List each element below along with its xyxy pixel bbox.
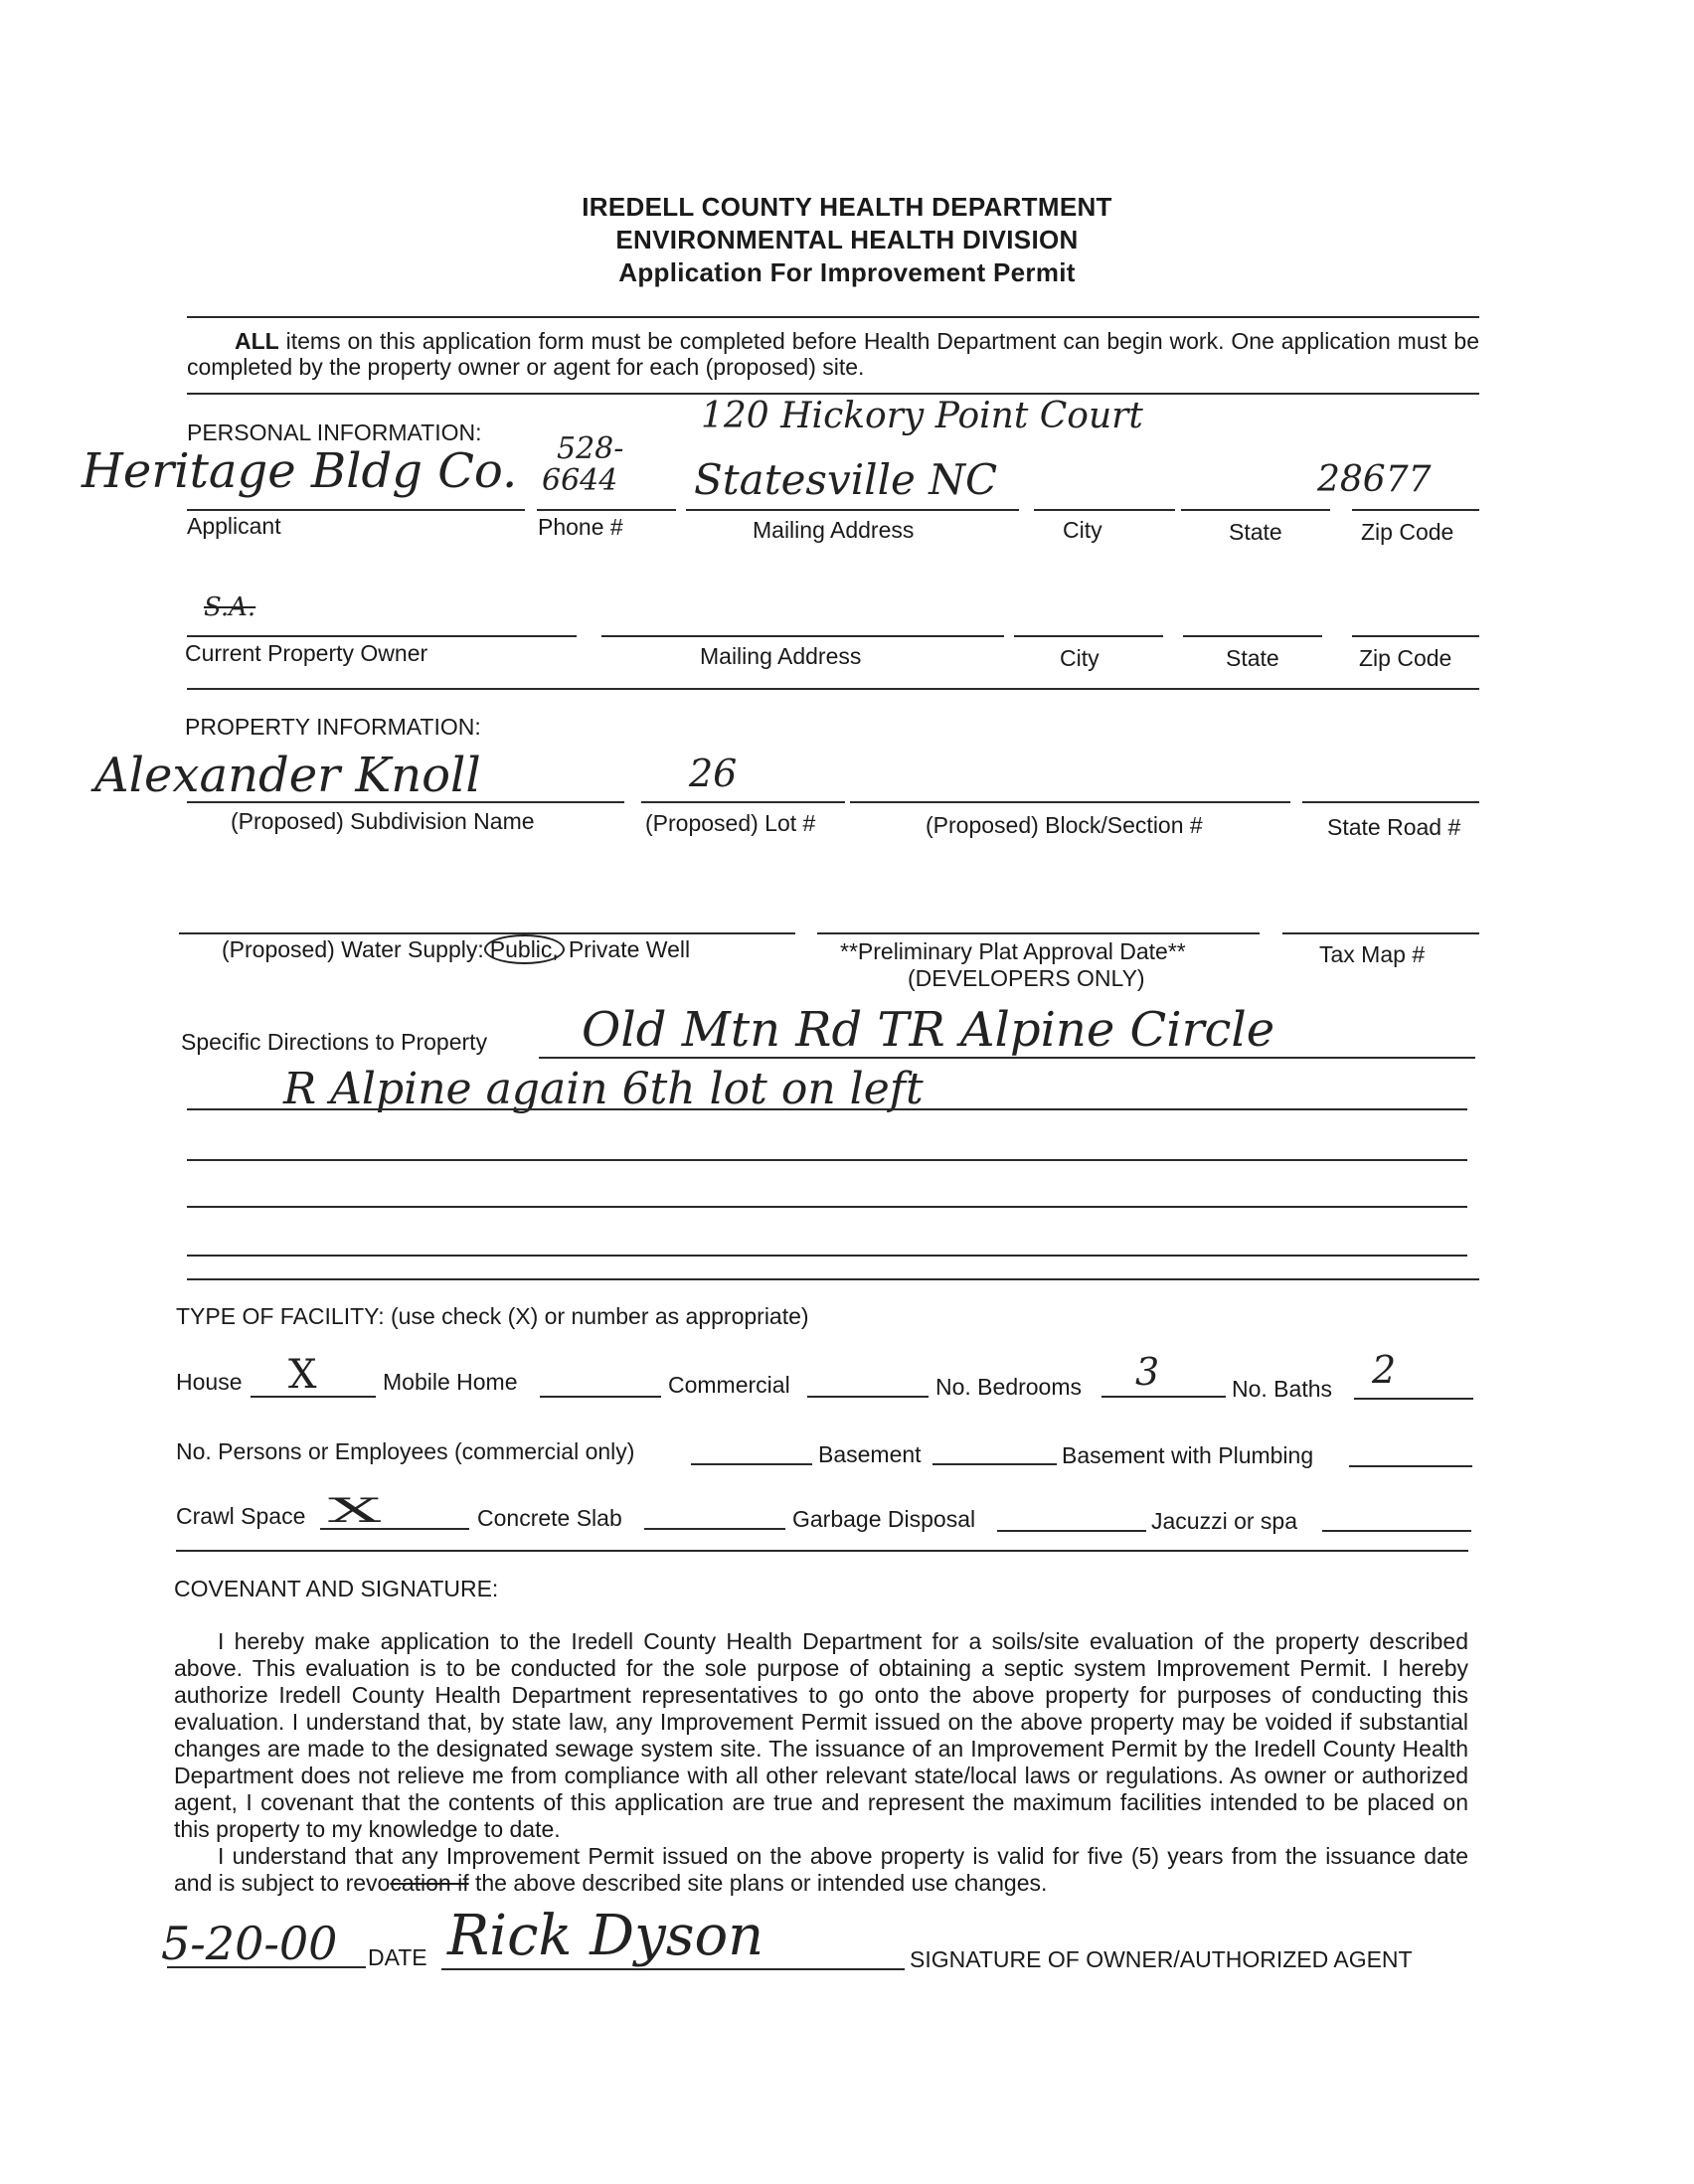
- field-line: [1352, 635, 1479, 637]
- street-address-value[interactable]: 120 Hickory Point Court: [701, 396, 1143, 436]
- crawl-space-label: Crawl Space: [176, 1503, 306, 1529]
- field-line: [641, 801, 845, 803]
- tax-map-label: Tax Map #: [1319, 941, 1426, 967]
- basement-label: Basement: [818, 1441, 922, 1467]
- department-title: IREDELL COUNTY HEALTH DEPARTMENT: [582, 192, 1112, 222]
- owner-mailing-label: Mailing Address: [700, 643, 862, 669]
- covenant-p2-start: I understand that any Improvement Permit issued on the above property is valid for five (5) years from the issuance date and is subject to revo: [174, 1843, 1468, 1896]
- field-line: [187, 1159, 1467, 1161]
- field-line: [1352, 509, 1479, 511]
- field-line: [1282, 932, 1479, 934]
- zip-label: Zip Code: [1361, 519, 1454, 545]
- covenant-heading: COVENANT AND SIGNATURE:: [174, 1576, 499, 1601]
- basement-plumbing-label: Basement with Plumbing: [1062, 1442, 1314, 1468]
- phone-value-top[interactable]: 528-: [557, 431, 624, 466]
- field-line: [539, 1057, 1475, 1059]
- field-line: [187, 801, 624, 803]
- developers-only-label: (DEVELOPERS ONLY): [908, 965, 1145, 991]
- owner-zip-label: Zip Code: [1359, 645, 1452, 671]
- divider: [187, 688, 1479, 690]
- bedrooms-value[interactable]: 3: [1135, 1350, 1160, 1394]
- garbage-disposal-label: Garbage Disposal: [792, 1506, 976, 1532]
- field-line: [1034, 509, 1175, 511]
- divider: [187, 316, 1479, 318]
- field-line: [1101, 1396, 1226, 1398]
- date-label: DATE: [368, 1944, 427, 1970]
- directions-label: Specific Directions to Property: [181, 1029, 488, 1055]
- water-private-option[interactable]: Private Well: [568, 936, 691, 962]
- field-line: [537, 509, 676, 511]
- block-section-label: (Proposed) Block/Section #: [926, 812, 1203, 838]
- division-title: ENVIRONMENTAL HEALTH DIVISION: [615, 225, 1079, 254]
- signature-label: SIGNATURE OF OWNER/AUTHORIZED AGENT: [910, 1946, 1413, 1972]
- field-line: [187, 1255, 1467, 1257]
- state-road-label: State Road #: [1327, 814, 1461, 840]
- jacuzzi-label: Jacuzzi or spa: [1151, 1508, 1298, 1534]
- field-line: [179, 932, 795, 934]
- field-line: [807, 1396, 929, 1398]
- directions-line-2[interactable]: R Alpine again 6th lot on left: [283, 1064, 924, 1114]
- field-line: [187, 1206, 1467, 1208]
- bedrooms-label: No. Bedrooms: [935, 1374, 1083, 1400]
- water-supply-text: (Proposed) Water Supply:: [222, 936, 484, 962]
- field-line: [817, 932, 1260, 934]
- covenant-p2-end: the above described site plans or intended use changes.: [468, 1870, 1048, 1896]
- field-line: [167, 1966, 366, 1968]
- water-public-option[interactable]: Public,: [484, 934, 565, 964]
- field-line: [1183, 635, 1322, 637]
- house-value[interactable]: X: [288, 1352, 317, 1398]
- field-line: [441, 1968, 905, 1970]
- field-line: [644, 1528, 785, 1530]
- divider: [187, 1278, 1479, 1280]
- phone-label: Phone #: [538, 514, 623, 540]
- plat-approval-label: **Preliminary Plat Approval Date**: [840, 938, 1186, 964]
- field-line: [691, 1463, 812, 1465]
- property-info-label: PROPERTY INFORMATION:: [185, 714, 481, 740]
- baths-label: No. Baths: [1232, 1376, 1332, 1402]
- covenant-paragraph-2: [174, 1843, 1468, 1897]
- field-line: [1322, 1530, 1471, 1532]
- personal-info-label: PERSONAL INFORMATION:: [187, 420, 482, 445]
- mobile-home-label: Mobile Home: [383, 1369, 518, 1395]
- owner-state-label: State: [1226, 645, 1279, 671]
- covenant-text: [174, 1628, 1468, 1897]
- field-line: [1181, 509, 1330, 511]
- subdivision-label: (Proposed) Subdivision Name: [231, 808, 535, 834]
- field-line: [932, 1463, 1057, 1465]
- owner-label: Current Property Owner: [185, 640, 428, 666]
- field-line: [1014, 635, 1163, 637]
- directions-line-1[interactable]: Old Mtn Rd TR Alpine Circle: [582, 1002, 1275, 1058]
- divider: [176, 1550, 1468, 1552]
- covenant-p2-strike: cation if: [390, 1870, 469, 1896]
- field-line: [601, 635, 1004, 637]
- covenant-paragraph-1: I hereby make application to the Iredell County Health Department for a soils/site evaluation of the property described above. This evaluation is to be conducted for the sole purpose of obtaining a septic system Improvement Permit. I hereby authorize Iredell County Health Department representatives to go onto the above property for purposes of conducting this evaluation. I understand that, by state law, any Improvement Permit issued on the above property may be voided if substantial changes are made to the designated sewage system site. The issuance of an Improvement Permit by the Iredell County Health Department does not relieve me from compliance with all other relevant state/local laws or regulations. As owner or authorized agent, I covenant that the contents of this application are true and represent the maximum facilities intended to be placed on this property to my knowledge to date.: [174, 1628, 1468, 1842]
- zip-value[interactable]: 28677: [1317, 459, 1432, 500]
- owner-value[interactable]: S.A.: [204, 592, 256, 622]
- lot-label: (Proposed) Lot #: [645, 810, 816, 836]
- crawl-space-value[interactable]: X: [328, 1491, 382, 1531]
- city-label: City: [1063, 517, 1102, 543]
- intro-rest: items on this application form must be completed before Health Department can begin work. One application must be completed by the property owner or agent for each (proposed) site.: [187, 328, 1479, 380]
- water-supply-label: [222, 936, 690, 963]
- form-title: Application For Improvement Permit: [618, 257, 1076, 287]
- field-line: [1354, 1398, 1473, 1400]
- lot-value[interactable]: 26: [689, 752, 738, 795]
- owner-city-label: City: [1060, 645, 1100, 671]
- phone-value-bottom[interactable]: 6644: [542, 463, 618, 498]
- facility-heading: TYPE OF FACILITY: (use check (X) or number as appropriate): [176, 1303, 809, 1329]
- divider: [187, 393, 1479, 395]
- field-line: [997, 1530, 1146, 1532]
- field-line: [540, 1396, 661, 1398]
- mailing-address-label: Mailing Address: [753, 517, 915, 543]
- house-label: House: [176, 1369, 243, 1395]
- state-label: State: [1229, 519, 1282, 545]
- concrete-slab-label: Concrete Slab: [477, 1505, 622, 1531]
- persons-label: No. Persons or Employees (commercial only): [176, 1438, 635, 1464]
- field-line: [850, 801, 1290, 803]
- field-line: [686, 509, 1019, 511]
- field-line: [1302, 801, 1479, 803]
- applicant-value[interactable]: Heritage Bldg Co.: [82, 443, 518, 499]
- field-line: [1349, 1465, 1472, 1467]
- signature-value[interactable]: Rick Dyson: [447, 1904, 764, 1968]
- intro-text: [187, 328, 1479, 380]
- field-line: [187, 1108, 1467, 1110]
- baths-value[interactable]: 2: [1372, 1348, 1397, 1392]
- commercial-label: Commercial: [668, 1372, 790, 1398]
- applicant-label: Applicant: [187, 513, 281, 539]
- field-line: [187, 635, 577, 637]
- subdivision-value[interactable]: Alexander Knoll: [94, 748, 481, 803]
- field-line: [187, 509, 525, 511]
- intro-bold: ALL: [235, 328, 279, 354]
- date-value[interactable]: 5-20-00: [161, 1917, 338, 1970]
- city-state-value[interactable]: Statesville NC: [694, 455, 998, 504]
